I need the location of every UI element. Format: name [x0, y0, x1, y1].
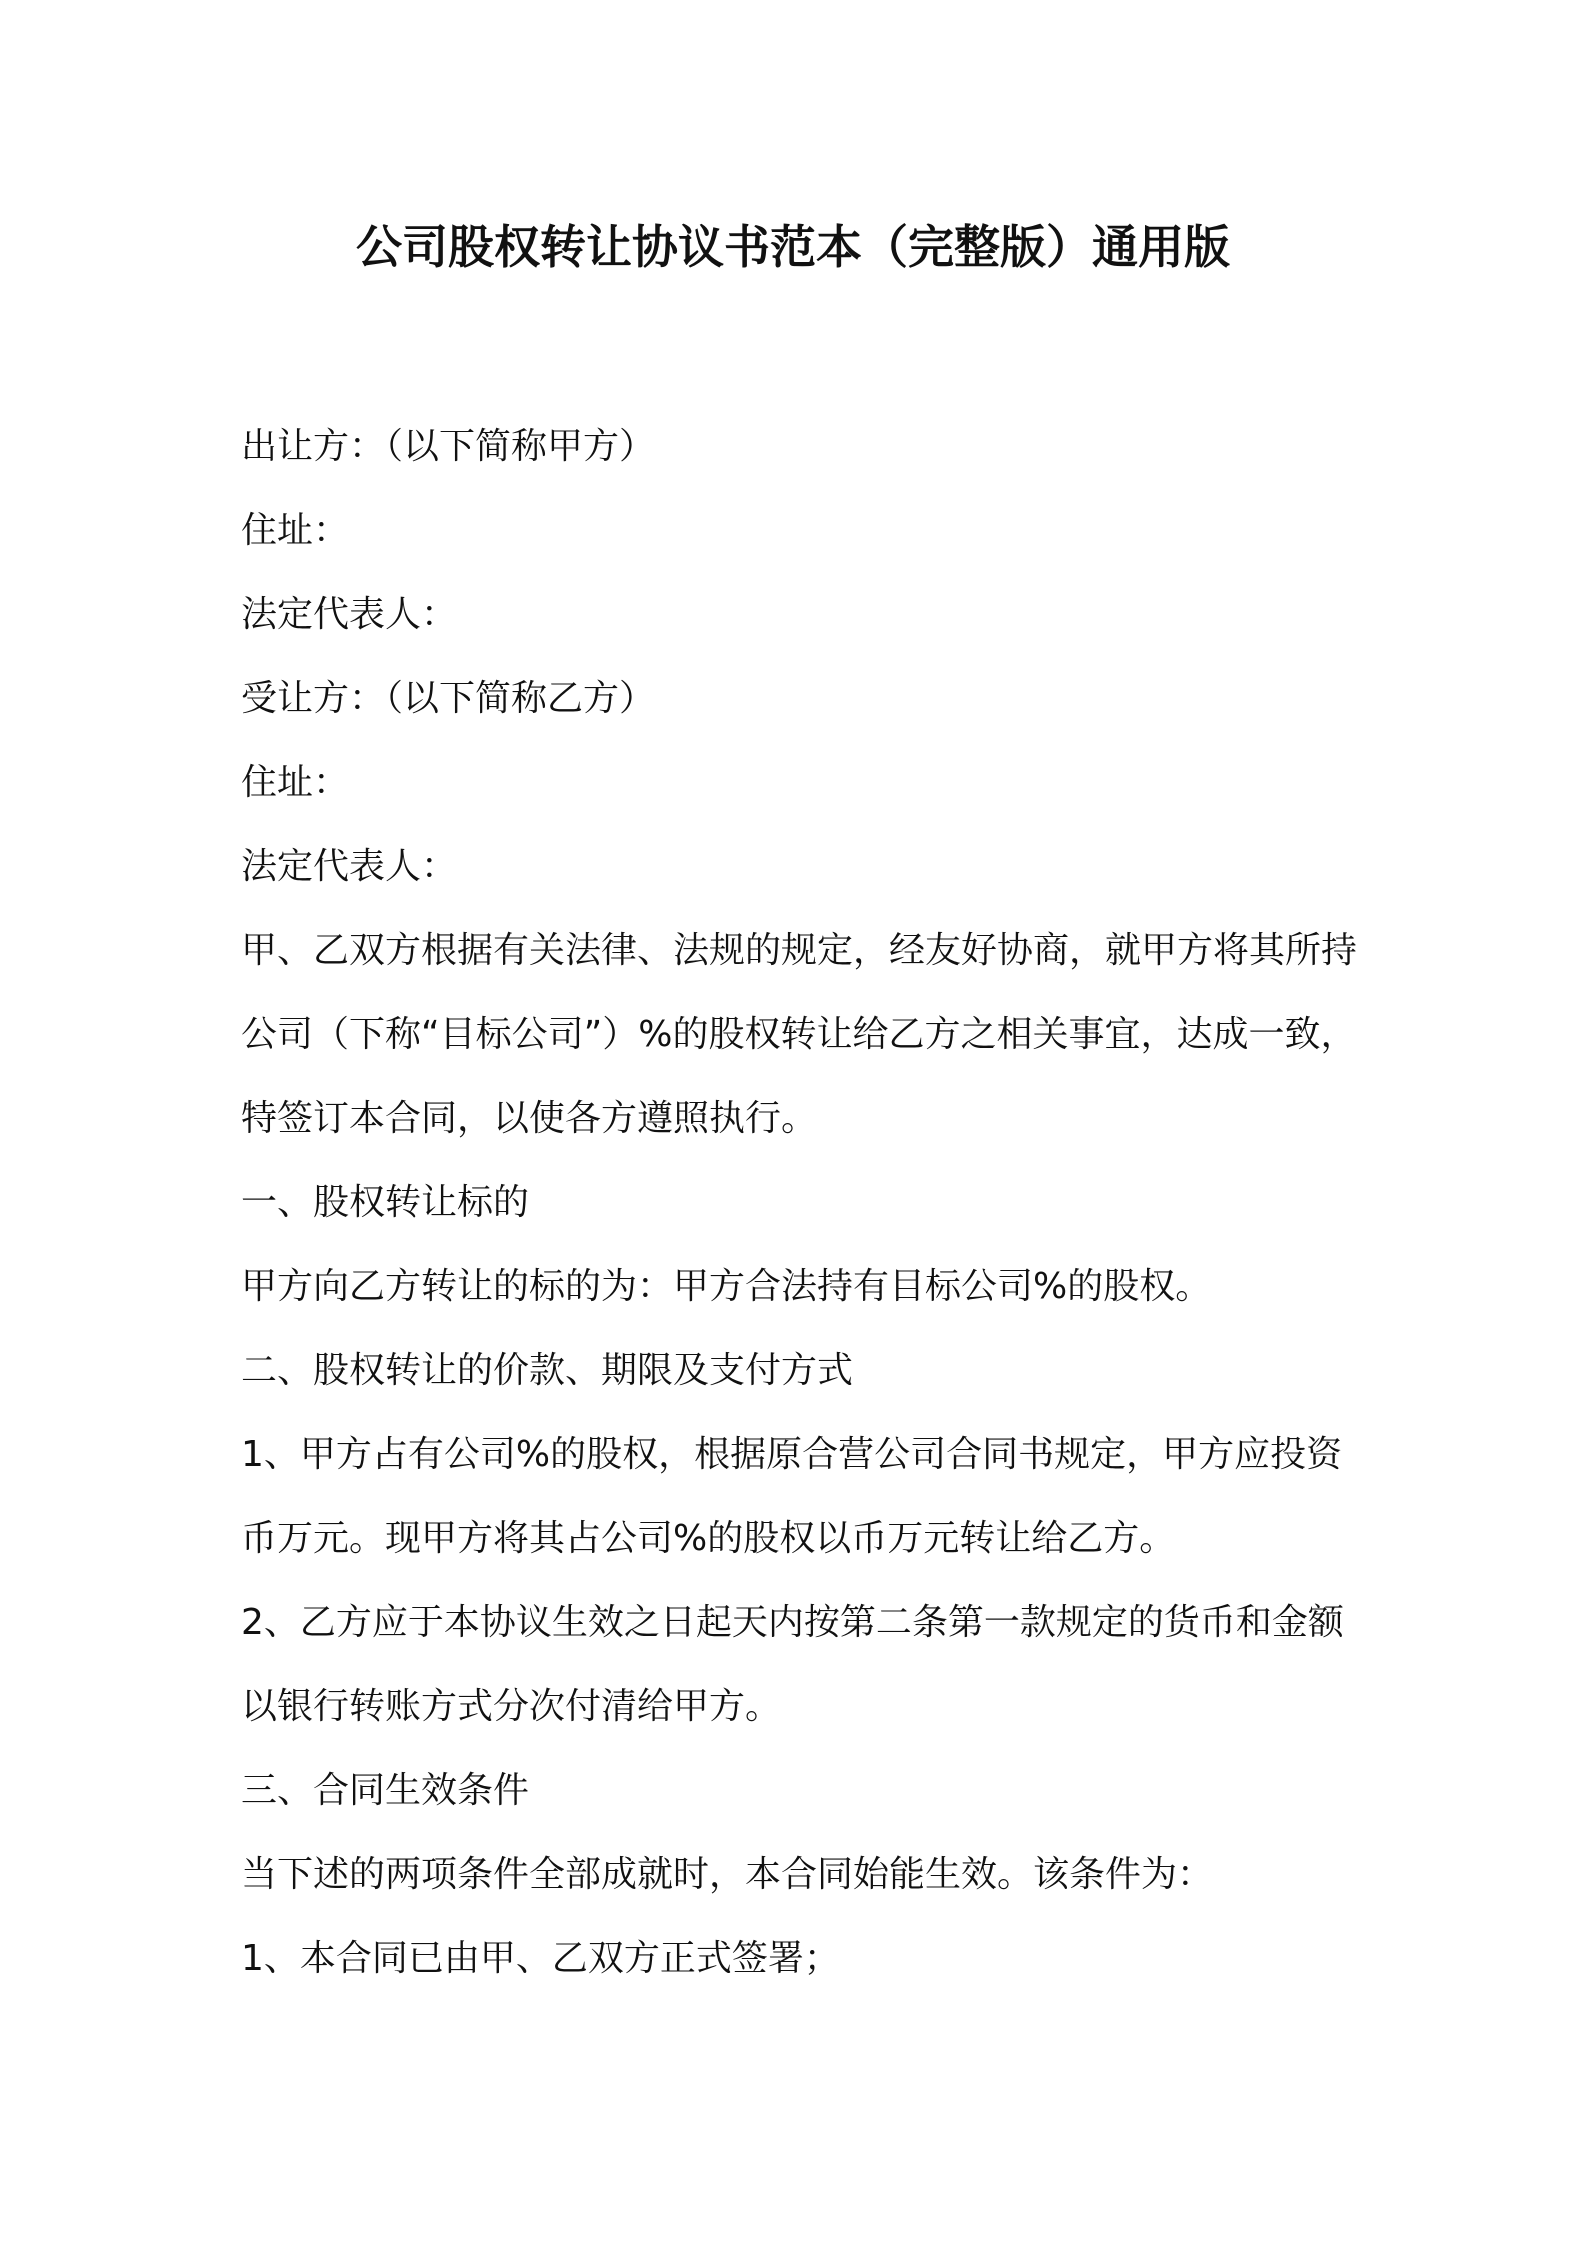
- transferee-address-line: 住址：: [241, 762, 350, 803]
- section-3-paragraph: 当下述的两项条件全部成就时，本合同始能生效。该条件为：: [241, 1854, 1214, 1895]
- document-title: 公司股权转让协议书范本（完整版）通用版: [356, 220, 1230, 274]
- transferor-representative-line: 法定代表人：: [241, 594, 458, 635]
- transferor-address-line: 住址：: [241, 510, 350, 551]
- transferee-representative-line: 法定代表人：: [241, 846, 458, 887]
- preamble-paragraph: 甲、乙双方根据有关法律、法规的规定，经友好协商，就甲方将其所持公司（下称“目标公司”）%的股权转让给乙方之相关事宜，达成一致，特签订本合同，以使各方遵照执行。: [241, 930, 1358, 1139]
- section-heading-2: 二、股权转让的价款、期限及支付方式: [241, 1350, 854, 1391]
- section-3-clause-1: 1、本合同已由甲、乙双方正式签署；: [241, 1938, 840, 1979]
- section-heading-1: 一、股权转让标的: [241, 1182, 530, 1223]
- section-1-paragraph: 甲方向乙方转让的标的为：甲方合法持有目标公司%的股权。: [241, 1266, 1212, 1307]
- transferor-line: 出让方：（以下简称甲方）: [241, 426, 656, 467]
- document-body: [241, 405, 1361, 2001]
- section-heading-3: 三、合同生效条件: [241, 1770, 530, 1811]
- transferee-line: 受让方：（以下简称乙方）: [241, 678, 656, 719]
- section-2-clause-2: 2、乙方应于本协议生效之日起天内按第二条第一款规定的货币和金额以银行转账方式分次付清给甲方。: [241, 1602, 1344, 1727]
- section-2-clause-1: 1、甲方占有公司%的股权，根据原合营公司合同书规定，甲方应投资币万元。现甲方将其占公司%的股权以币万元转让给乙方。: [241, 1434, 1343, 1559]
